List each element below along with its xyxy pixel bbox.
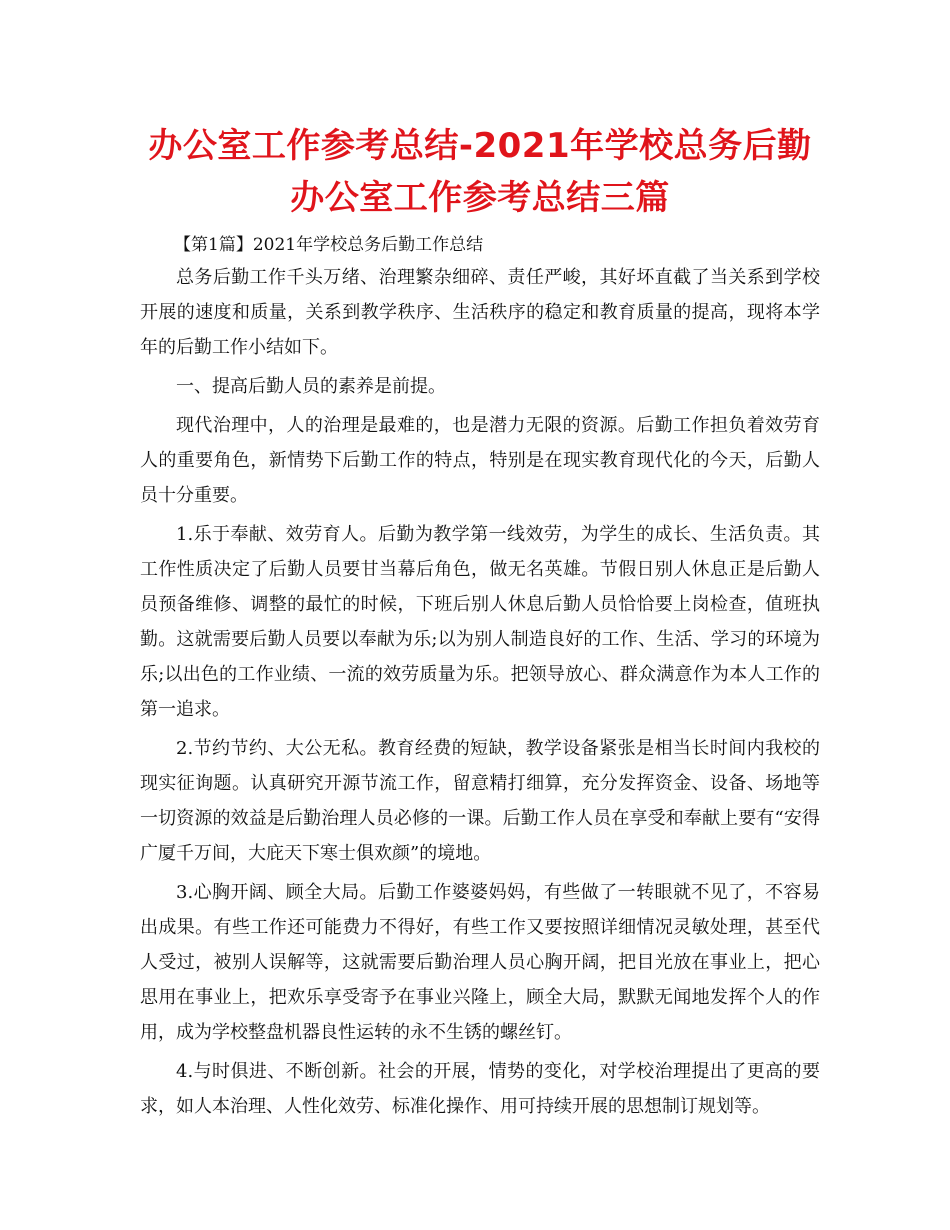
paragraph-point-4: 4.与时俱进、不断创新。社会的开展，情势的变化，对学校治理提出了更高的要求，如人本治理、人性化效劳、标准化操作、用可持续开展的思想制订规划等。 xyxy=(140,1061,820,1117)
paragraph-intro: 总务后勤工作千头万绪、治理繁杂细碎、责任严峻，其好坏直截了当关系到学校开展的速度和质量，关系到教学秩序、生活秩序的稳定和教育质量的提高，现将本学年的后勤工作小结如下。 xyxy=(140,267,820,358)
paragraph-heading-one: 一、提高后勤人员的素养是前提。 xyxy=(176,376,446,397)
paragraph-point-3: 3.心胸开阔、顾全大局。后勤工作婆婆妈妈，有些做了一转眼就不见了，不容易出成果。有些工作还可能费力不得好，有些工作又要按照详细情况灵敏处理，甚至代人受过，被别人误解等，这就需要后勤治理人员心胸开阔，把目光放在事业上，把心思用在事业上，把欢乐享受寄予在事业兴隆上，顾全大局，默默无闻地发挥个人的作用，成为学校整盘机器良性运转的永不生锈的螺丝钉。 xyxy=(140,882,820,1043)
paragraph-modern-management: 现代治理中，人的治理是最难的，也是潜力无限的资源。后勤工作担负着效劳育人的重要角色，新情势下后勤工作的特点，特别是在现实教育现代化的今天，后勤人员十分重要。 xyxy=(140,415,820,506)
paragraph-point-2: 2.节约节约、大公无私。教育经费的短缺，教学设备紧张是相当长时间内我校的现实征询题。认真研究开源节流工作，留意精打细算，充分发挥资金、设备、场地等一切资源的效益是后勤治理人员必修的一课。后勤工作人员在享受和奉献上要有“安得广厦千万间，大庇天下寒士俱欢颜”的境地。 xyxy=(140,738,820,864)
section-heading: 【第1篇】2021年学校总务后勤工作总结 xyxy=(174,235,484,255)
document-page xyxy=(140,120,820,1124)
document-title: 办公室工作参考总结-2021年学校总务后勤办公室工作参考总结三篇 xyxy=(148,126,812,218)
paragraph-point-1: 1.乐于奉献、效劳育人。后勤为教学第一线效劳，为学生的成长、生活负责。其工作性质决定了后勤人员要甘当幕后角色，做无名英雄。节假日别人休息正是后勤人员预备维修、调整的最忙的时候，下班后别人休息后勤人员恰恰要上岗检查，值班执勤。这就需要后勤人员要以奉献为乐;以为别人制造良好的工作、生活、学习的环境为乐;以出色的工作业绩、一流的效劳质量为乐。把领导放心、群众满意作为本人工作的第一追求。 xyxy=(140,524,820,720)
